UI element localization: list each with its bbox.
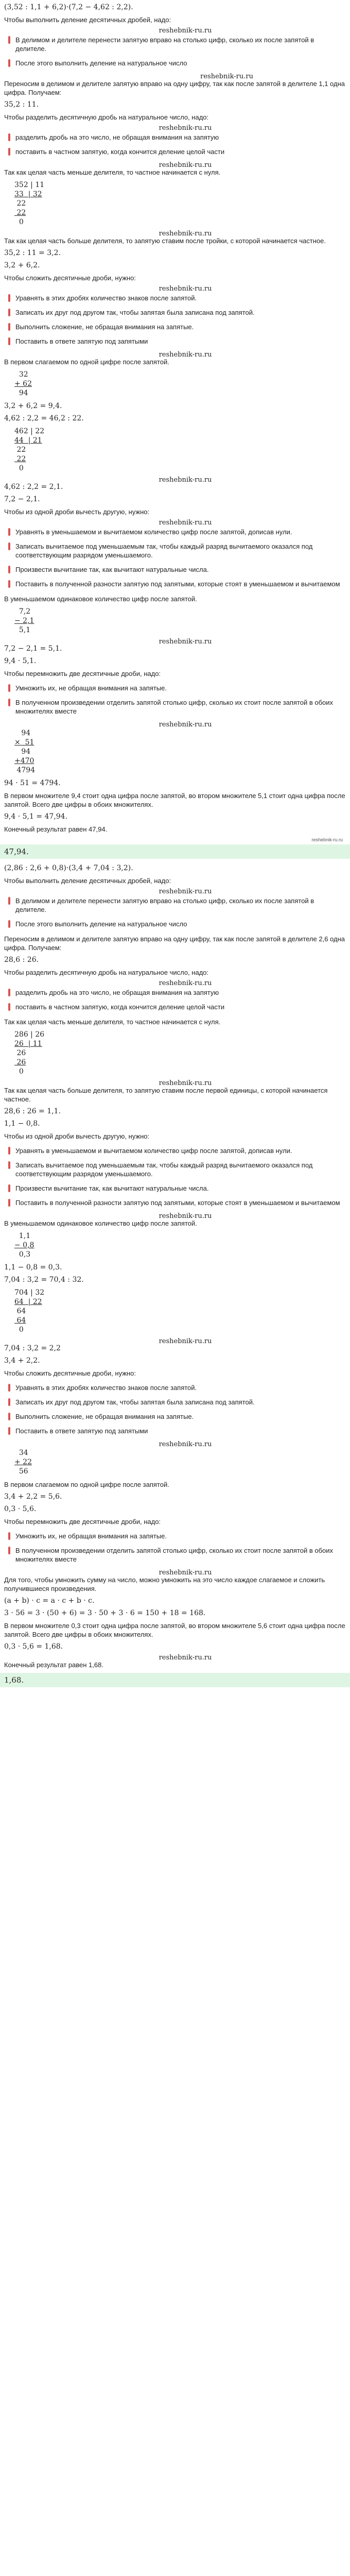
list-item: Поставить в полученной разности запятую под запятыми, которые стоят в уменьшаемом и вычитаемом	[4, 578, 346, 590]
calc-line: 704 | 32	[14, 1289, 45, 1297]
note: В первом множителе 0,3 стоит одна цифра после запятой, во втором множителе 5,6 стоит одна цифра после запятой. Всего две цифры в обоих множителях.	[4, 1622, 345, 1638]
column-addition	[14, 370, 346, 398]
long-division	[14, 427, 346, 473]
calc-line: 0,3	[14, 1250, 31, 1259]
watermark: reshebnik-ru.ru	[159, 1212, 212, 1220]
addition-steps	[4, 292, 346, 348]
list-item: Уравнять в этих дробях количество знаков после запятой.	[4, 1381, 346, 1394]
note: В уменьшаемом одинаковое количество цифр после запятой.	[4, 595, 197, 603]
note: В первом слагаемом по одной цифре после запятой.	[4, 358, 169, 366]
result: 7,04 : 3,2 = 2,2	[4, 1344, 61, 1352]
calc-line: 32	[14, 370, 28, 379]
result: 7,2 − 2,1 = 5,1.	[4, 645, 62, 653]
list-item: Умножить их, не обращая внимания на запятые.	[4, 682, 346, 694]
calc-line: 462 | 22	[14, 427, 45, 435]
watermark: reshebnik-ru.ru	[159, 161, 212, 169]
list-item: поставить в частном запятую, когда кончится деление целой части	[4, 145, 346, 158]
calc-line: 94	[14, 389, 28, 397]
long-division	[14, 1288, 346, 1334]
result: 0,3 · 5,6 = 1,68.	[4, 1642, 63, 1651]
result: 3,4 + 2,2.	[4, 1357, 40, 1365]
note: Так как целая часть больше делителя, то запятую ставим после первой единицы, с которой начинается частное.	[4, 1087, 328, 1103]
list-item: Произвести вычитание так, как вычитают натуральные числа.	[4, 563, 346, 576]
note: В первом слагаемом по одной цифре после запятой.	[4, 1481, 169, 1488]
list-item: Поставить в ответе запятую под запятыми	[4, 335, 346, 348]
note: Так как целая часть больше делителя, то запятую ставим после тройки, с которой начинается частное.	[4, 237, 326, 245]
result: 3,2 + 6,2.	[4, 261, 40, 269]
problem-expression: (3,52 : 1,1 + 6,2)·(7,2 − 4,62 : 2,2).	[4, 3, 133, 11]
calc-line: 5,1	[14, 626, 31, 634]
watermark: reshebnik-ru.ru	[159, 1337, 212, 1345]
list-item: Уравнять в уменьшаемом и вычитаемом количество цифр после запятой, дописав нули.	[4, 526, 346, 538]
result: 1,1 − 0,8.	[4, 1120, 40, 1128]
result: 35,2 : 11 = 3,2.	[4, 249, 61, 257]
note: В уменьшаемом одинаковое количество цифр после запятой.	[4, 1219, 197, 1227]
list-item: Записать вычитаемое под уменьшаемым так, чтобы каждый разряд вычитаемого оказался под соответствующим разрядом уменьшаемого.	[4, 540, 346, 562]
calc-line: 22	[14, 446, 26, 454]
calc-line: 0	[14, 464, 24, 472]
result: 1,1 − 0,8 = 0,3.	[4, 1263, 62, 1272]
natural-division-intro: Чтобы разделить десятичную дробь на натуральное число, надо:	[4, 113, 209, 121]
list-item: Записать их друг под другом так, чтобы запятая была записана под запятой.	[4, 1396, 346, 1409]
natural-division-steps	[4, 131, 346, 158]
multiplication-steps	[4, 1530, 346, 1566]
list-item: Поставить в ответе запятую под запятыми	[4, 1425, 346, 1437]
answer-box: 47,94.	[0, 844, 350, 859]
move-comma-text: Переносим в делимом и делителе запятую вправо на одну цифру, так как после запятой в делителе 2,6 одна цифра. Получаем:	[4, 935, 345, 952]
list-item: В делимом и делителе перенести запятую вправо на столько цифр, сколько их после запятой в делителе.	[4, 894, 346, 916]
result: 4,62 : 2,2 = 2,1.	[4, 483, 63, 491]
calc-line: 286 | 26	[14, 1030, 45, 1039]
calculation: 3 · 56 = 3 · (50 + 6) = 3 · 50 + 3 · 6 = 150 + 18 = 168.	[4, 1609, 206, 1617]
watermark: reshebnik-ru.ru	[159, 27, 212, 35]
natural-division-steps	[4, 986, 346, 1013]
note: Так как целая часть меньше делителя, то частное начинается с нуля.	[4, 168, 221, 176]
calc-line: 34	[14, 1449, 28, 1457]
calc-line: +470	[14, 757, 34, 765]
addition-intro: Чтобы сложить десятичные дроби, нужно:	[4, 274, 136, 282]
list-item: Записать их друг под другом так, чтобы запятая была записана под запятой.	[4, 306, 346, 319]
result: 3,2 + 6,2 = 9,4.	[4, 402, 62, 410]
column-multiplication	[14, 728, 346, 775]
calc-line: 4794	[14, 766, 36, 774]
result: 9,4 · 5,1 = 47,94.	[4, 812, 68, 821]
list-item: поставить в частном запятую, когда кончится деление целой части	[4, 1001, 346, 1013]
list-item: Поставить в полученной разности запятую под запятыми, которые стоят в уменьшаемом и вычитаемом	[4, 1196, 346, 1209]
list-item: Умножить их, не обращая внимания на запятые.	[4, 1530, 346, 1543]
result: 9,4 · 5,1.	[4, 657, 37, 665]
calc-line: 64	[14, 1307, 26, 1315]
calc-line: + 62	[14, 380, 32, 388]
calc-line: 0	[14, 218, 24, 226]
result: 7,04 : 3,2 = 70,4 : 32.	[4, 1276, 84, 1284]
calc-line: 22	[14, 209, 26, 217]
result: 3,4 + 2,2 = 5,6.	[4, 1493, 62, 1501]
list-item: Выполнить сложение, не обращая внимания на запятые.	[4, 320, 346, 333]
list-item: В полученном произведении отделить запятой столько цифр, сколько их стоит после запятой в обоих множителях вместе	[4, 1544, 346, 1566]
calc-line: 7,2	[14, 607, 31, 616]
result: 4,62 : 2,2 = 46,2 : 22.	[4, 414, 84, 422]
column-subtraction	[14, 1231, 346, 1259]
watermark: reshebnik-ru.ru	[159, 721, 212, 728]
list-item: Записать вычитаемое под уменьшаемым так, чтобы каждый разряд вычитаемого оказался под соответствующим разрядом уменьшаемого.	[4, 1159, 346, 1180]
column-addition	[14, 1448, 346, 1476]
watermark: reshebnik-ru.ru	[159, 519, 212, 527]
list-item: разделить дробь на это число, не обращая внимания на запятую	[4, 986, 346, 999]
multiplication-intro: Чтобы перемножить две десятичные дроби, надо:	[4, 1518, 161, 1526]
note: В первом множителе 9,4 стоит одна цифра после запятой, во втором множителе 5,1 стоит одна цифра после запятой. Всего две цифры в обоих множителях.	[4, 792, 345, 808]
calc-line: − 2,1	[14, 617, 34, 625]
problem-expression: (2,86 : 2,6 + 0,8)·(3,4 + 7,04 : 3,2).	[4, 864, 133, 872]
watermark: reshebnik-ru.ru	[159, 1079, 212, 1087]
long-division	[14, 180, 346, 227]
division-intro: Чтобы выполнить деление десятичных дробей, надо:	[4, 16, 171, 24]
result: 28,6 : 26 = 1,1.	[4, 1107, 61, 1115]
result: 94 · 51 = 4794.	[4, 779, 61, 787]
calc-line: 26	[14, 1049, 26, 1057]
watermark: reshebnik-ru.ru	[159, 230, 212, 238]
note: Так как целая часть меньше делителя, то частное начинается с нуля.	[4, 1018, 221, 1026]
division-steps	[4, 894, 346, 930]
subtraction-intro: Чтобы из одной дроби вычесть другую, нужно:	[4, 1132, 150, 1140]
calc-line: + 22	[14, 1458, 32, 1466]
subtraction-steps	[4, 526, 346, 590]
result: 7,2 − 2,1.	[4, 495, 40, 503]
rule: (a + b) · c = a · c + b · c.	[4, 1597, 95, 1605]
list-item: После этого выполнить деление на натуральное число	[4, 57, 346, 70]
final-label: Конечный результат равен 1,68.	[4, 1661, 103, 1669]
watermark: reshebnik-ru.ru	[159, 1654, 212, 1662]
result: 0,3 · 5,6.	[4, 1505, 37, 1513]
calc-line: 26	[14, 1058, 26, 1066]
calc-line: 0	[14, 1326, 24, 1334]
multiplication-steps	[4, 682, 346, 718]
expression: 28,6 : 26.	[4, 956, 39, 964]
list-item: В полученном произведении отделить запятой столько цифр, сколько их стоит после запятой в обоих множителях вместе	[4, 696, 346, 718]
site-link: reshebnik-ru.ru	[311, 837, 343, 842]
calc-line: − 0,8	[14, 1241, 34, 1249]
calc-line: 26 | 11	[14, 1040, 42, 1048]
division-steps	[4, 33, 346, 70]
calc-line: 94	[14, 748, 31, 756]
calc-line: 1,1	[14, 1232, 31, 1240]
calc-line: 33 | 32	[14, 190, 42, 198]
calc-line: 0	[14, 1067, 24, 1076]
watermark: reshebnik-ru.ru	[159, 888, 212, 895]
calc-line: × 51	[14, 738, 34, 747]
watermark: reshebnik-ru.ru	[159, 124, 212, 132]
list-item: В делимом и делителе перенести запятую вправо на столько цифр, сколько их после запятой в делителе.	[4, 33, 346, 55]
calc-line: 64	[14, 1316, 26, 1325]
subtraction-intro: Чтобы из одной дроби вычесть другую, нужно:	[4, 508, 150, 516]
calc-line: 64 | 22	[14, 1298, 42, 1306]
calc-line: 22	[14, 199, 26, 208]
natural-division-intro: Чтобы разделить десятичную дробь на натуральное число, надо:	[4, 969, 209, 976]
watermark: reshebnik-ru.ru	[159, 979, 212, 987]
watermark: reshebnik-ru.ru	[159, 1440, 212, 1448]
subtraction-steps	[4, 1144, 346, 1209]
note: Для того, чтобы умножить сумму на число, можно умножить на это число каждое слагаемое и сложить получившиеся произведения.	[4, 1576, 325, 1592]
move-comma-text: Переносим в делимом и делителе запятую вправо на одну цифру, так как после запятой в делителе 1,1 одна цифра. Получаем:	[4, 80, 345, 96]
multiplication-intro: Чтобы перемножить две десятичные дроби, надо:	[4, 670, 161, 677]
calc-line: 94	[14, 729, 31, 737]
list-item: разделить дробь на это число, не обращая внимания на запятую	[4, 131, 346, 144]
list-item: Выполнить сложение, не обращая внимания на запятые.	[4, 1410, 346, 1423]
final-label: Конечный результат равен 47,94.	[4, 825, 108, 833]
column-subtraction	[14, 607, 346, 635]
list-item: После этого выполнить деление на натуральное число	[4, 918, 346, 930]
calc-line: 56	[14, 1467, 28, 1476]
watermark: reshebnik-ru.ru	[159, 638, 212, 646]
long-division	[14, 1030, 346, 1076]
watermark: reshebnik-ru.ru	[159, 1569, 212, 1577]
calc-line: 44 | 21	[14, 436, 42, 445]
calc-line: 352 | 11	[14, 181, 45, 189]
watermark: reshebnik-ru.ru	[159, 476, 212, 484]
watermark: reshebnik-ru.ru	[159, 285, 212, 293]
answer-box: 1,68.	[0, 1673, 350, 1687]
expression: 35,2 : 11.	[4, 100, 39, 109]
watermark: reshebnik-ru.ru	[159, 351, 212, 359]
list-item: Произвести вычитание так, как вычитают натуральные числа.	[4, 1182, 346, 1195]
addition-intro: Чтобы сложить десятичные дроби, нужно:	[4, 1369, 136, 1377]
list-item: Уравнять в этих дробях количество знаков после запятой.	[4, 292, 346, 304]
list-item: Уравнять в уменьшаемом и вычитаемом количество цифр после запятой, дописав нули.	[4, 1144, 346, 1157]
calc-line: 22	[14, 455, 26, 463]
watermark: reshebnik-ru.ru	[200, 73, 253, 80]
division-intro: Чтобы выполнить деление десятичных дробей, надо:	[4, 877, 171, 885]
addition-steps	[4, 1381, 346, 1437]
